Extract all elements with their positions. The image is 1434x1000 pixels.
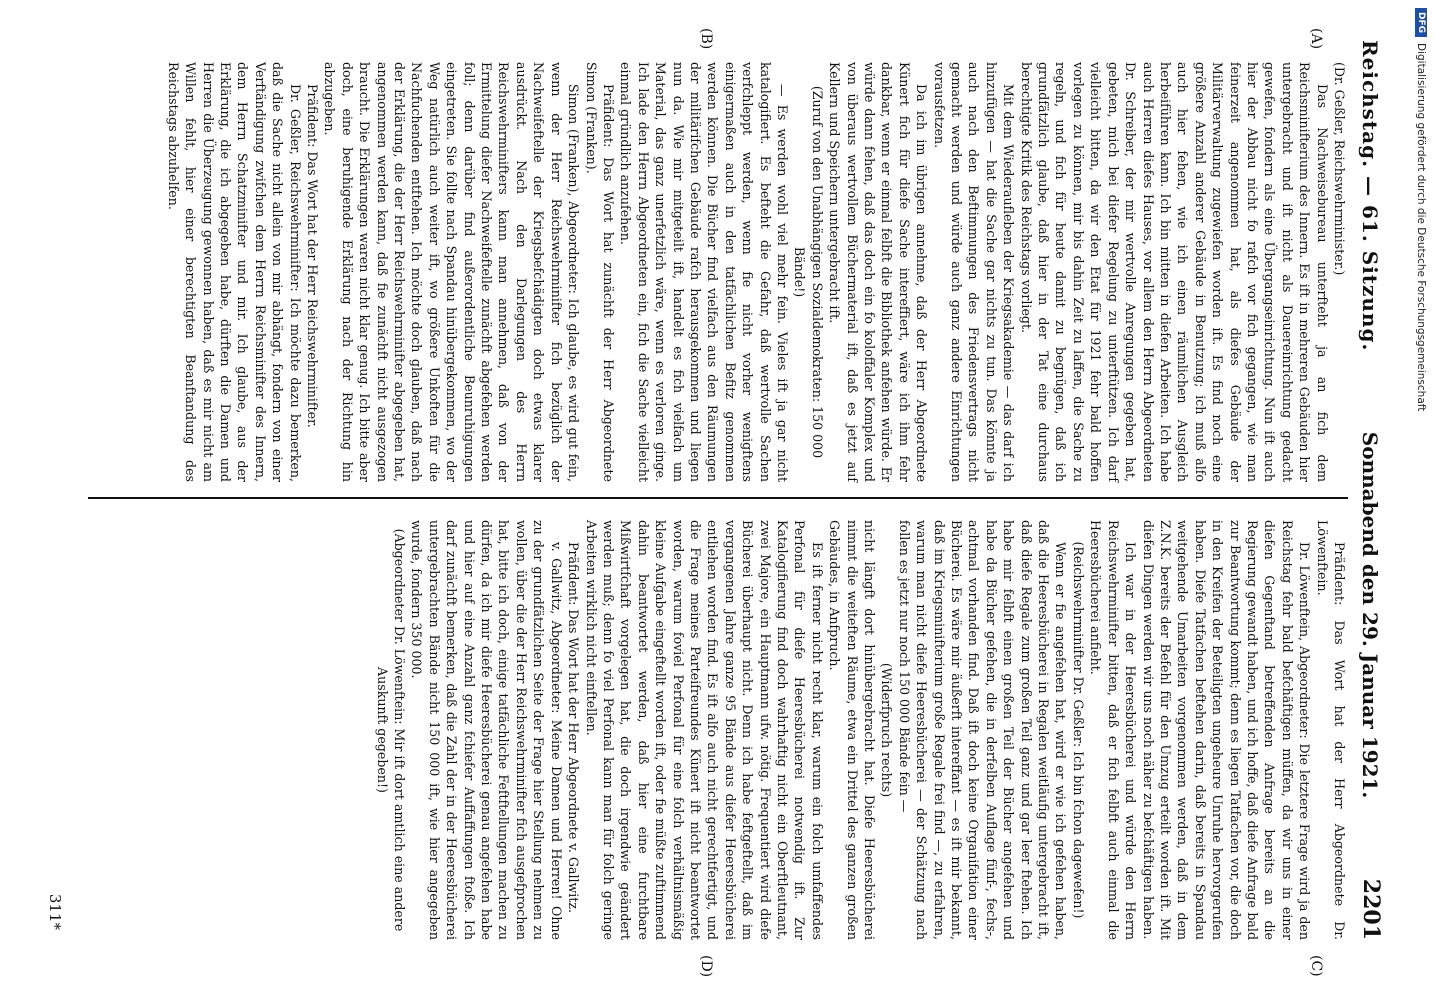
paragraph: (Abgeordneter Dr. Löwenftein: Mir ift dort amtlich eine andere Auskunft gegeben!): [374, 528, 408, 932]
margin-mark-c: (C): [1308, 955, 1324, 977]
header-date: Sonnabend den 29. Januar 1921.: [1358, 431, 1382, 799]
paragraph: Mit dem Wiederaufleben der Kriegsakademie — das darf ich hinzufügen — hat die Sache gar nichts zu tun. Das könnte ja auch nach den Beftimmungen des Friedensvertrags nicht gemacht werden und würde auch ganz andere Einrichtungen vorausfetzen.: [931, 62, 1017, 482]
margin-mark-b: (B): [698, 28, 714, 50]
header-page-number: 2201: [1358, 878, 1384, 940]
paragraph: (Widerfpruch rechts): [879, 662, 895, 798]
paragraph: nicht längft dort hinübergebracht hat. Diefe Heeresbücherei nimmt die weiteften Räume, etwa ein Drittel des ganzen großen Gebäudes, in Anfpruch.: [827, 520, 878, 940]
digitization-credit: [1410, 8, 1432, 568]
paragraph: — Es werden wohl viel mehr fein. Vieles ift ja gar nicht katalogifiert. Es befteht die Gefahr, daß wertvolle Sachen verfchleppt werden, wenn fie nicht vorher wenigftens einigermaßen auch in den tatfächlichen Befitz genommen werden können. Die Bücher find vielfach aus den Räumungen der militärifchen Gebäude rafch herausgekommen und liegen nun da. Wie mir mitgeteilt ift, handelt es fich vielfach um Material, das ganz unerfetzlich wäre, wenn es verloren ginge. Ich lade den Herrn Abgeordneten ein, fich die Sache vielleicht einmal gründlich anzufehen.: [618, 62, 790, 482]
paragraph: (Reichswehrminifter Dr. Geßler: Ich bin fchon dagewefen!): [1070, 541, 1086, 919]
paragraph: Wenn er fie angefehen hat, wird er wie ich gefehen haben, daß die Heeresbücherei in Regalen weitläufig untergebracht ift, daß diefe Regale zum großen Teil ganz und gar leer ftehen. Ich habe mir felbft einen großen Teil der Bücher angefehen und habe da Bücher gefehen, die in derfelben Auflage fünf-, fechs-, achtmal vorhanden find. Daß ift doch keine Organifation einer Bücherei. Es wäre mir äußerft intereffant — es ift mir bekannt, daß im Kriegsminifterium große Regale frei find —, zu erfahren, warum man nicht diefe Heeresbücherei — der Schätzung nach follen es jetzt nur noch 150 000 Bände fein —: [896, 520, 1069, 940]
page-header: [1358, 40, 1388, 940]
credit-text: Digitalisierung gefördert durch die Deutsche Forschungsgemeinschaft: [1415, 43, 1427, 412]
column-divider: [88, 497, 1348, 499]
right-column: [373, 520, 1348, 940]
margin-mark-a: (A): [1308, 28, 1324, 50]
dfg-logo-icon: DFG: [1415, 8, 1427, 37]
paragraph: Dr. Geßler, Reichswehrminifter: Ich möchte dazu bemerken, daß die Sache nicht allein von mir abhängt, fondern von einer Verftändigung zwifchen dem Herrn Reichsminifter des Innern, dem Herrn Schatzminifter und mir. Ich glaube, aus der Erklärung, die ich abgegeben habe, dürften die Damen und Herren die Überzeugung gewonnen haben, daß es mir nicht am Willen fehlt, hier einer berechtigten Beanftandung des Reichstags abzuhelfen.: [165, 62, 303, 482]
header-title: Reichstag. — 61. Sitzung.: [1358, 40, 1382, 352]
paragraph: Da ich im übrigen annehme, daß der Herr Abgeordnete Künert fich für diefe Sache intereffiert, wäre ich ihm fehr dankbar, wenn er einmal felbft die Bibliothek anfehen würde. Er würde dann fehen, daß das doch ein fo koloffaler Komplex und von überaus wertvollem Büchermaterial ift, daß es jetzt auf Kellern und Speichern untergebracht ift.: [827, 62, 930, 482]
paragraph: Simon (Franken), Abgeordneter: Ich glaube, es wird gut fein, wenn der Herr Reichswehrminifter fich bezüglich der Nachweifeftelle der Kriegsbefchädigten doch etwas klarer ausdrückt. Nach den Darlegungen des Herrn Reichswehrminifters kann man annehmen, daß von der Ermittelung diefer Nachweifeftelle zunächft abgefehen werden foll; denn darüber find außerordentliche Beunruhigungen eingetreten. Sie follte nach Spandau hinübergekommen, wo der Weg natürlich auch weiter ift, wo größere Unkoften für die Nachfuchenden entftehen. Ich möchte doch glauben, daß nach der Erklärung, die der Herr Reichswehrminifter abgegeben hat, angenommen werden kann, daß fie zunächft nicht ausgezogen braucht. Die Erklärungen waren nicht klar genug. Ich bitte aber doch, eine beruhigende Erklärung nach der Richtung hin abzugeben.: [322, 62, 582, 482]
paragraph: (Dr. Geßler, Reichswehrminister.): [1332, 62, 1347, 276]
paragraph: Präfident: Das Wort hat der Herr Reichswehrminifter.: [305, 84, 321, 428]
left-column: [164, 62, 1348, 482]
footer-page-number: 311*: [46, 893, 64, 930]
paragraph: Das Nachweisebureau unterfteht ja an fich dem Reichsminifterium des Innern. Es ift in mehreren Gebäuden hier untergebracht und ift nicht als Dauereinrichtung gedacht gewefen, fondern als eine Übergangseinrichtung. Nun ift auch hier der Abbau nicht fo rafch vor fich gegangen, wie man feinerzeit angenommen hat, als diefes Gebäude der Militärverwaltung zugewiefen worden ift. Es find noch eine größere Anzahl anderer Gebäude in Benutzung; ich muß alfo auch hier fehen, wie ich einen räumlichen Ausgleich herbeiführen kann. Ich bin mitten in diefen Arbeiten. Ich habe auch Herren diefes Hauses, vor allem den Herrn Abgeordneten Dr. Schreiber, der mir wertvolle Anregungen gegeben hat, gebeten, mich bei diefer Regelung zu unterftützen. Ich darf vielleicht bitten, da wir den Etat für 1921 fehr bald hoffen vorlegen zu können, mir bis dahin Zeit zu laffen, die Sache zu regeln, und fich für heute damit zu begnügen, daß ich grundfätzlich glaube, daß hier in der Tat eine durchaus berechtigte Kritik des Reichstags vorliegt.: [1018, 62, 1330, 482]
paragraph: Präfident: Das Wort hat der Herr Abgeordnete v. Gallwitz.: [566, 542, 582, 914]
paragraph: v. Gallwitz, Abgeordneter: Meine Damen und Herren! Ohne zu der grundfätzlichen Seite der Frage hier Stellung nehmen zu wollen, über die der Herr Reichswehrminifter fich ausgefprochen hat, bitte ich doch, einige tatfächliche Feftftellungen machen zu dürfen, da ich mir diefe Heeresbücherei genau angefehen habe und hier auf eine Anzahl ganz fchiefer Auffaffungen ftoße. Ich darf zunächft bemerken, daß die Zahl der in der Heeresbücherei untergebrachten Bände nicht 150 000 ift, wie hier angegeben wurde, fondern 350 000.: [409, 520, 564, 940]
paragraph: Präfident: Das Wort hat der Herr Abgeordnete Dr. Löwenftein.: [1314, 520, 1347, 940]
paragraph: Präfident: Das Wort hat zunächft der Herr Abgeordnete Simon (Franken).: [583, 62, 616, 482]
paragraph: (Zuruf von den Unabhängigen Sozialdemokraten: 150 000 Bände!): [792, 85, 825, 459]
paragraph: Es ift ferner nicht recht klar, warum ein folch umfaffendes Perfonal für diefe Heeresbücherei notwendig ift. Zur Katalogifierung find doch wahrhaftig nicht ein Oberftleutnant, zwei Majore, ein Hauptmann ufw. nötig. Frequentiert wird diefe Bücherei überhaupt nicht. Denn ich habe feftgeftellt, daß im vergangenen Jahre ganze 95 Bände aus diefer Heeresbücherei entliehen worden find. Es ift alfo auch nicht gerechtfertigt, und die Frage meines Parteifreundes Künert ift nicht beantwortet worden, warum foviel Perfonal für eine folch verhältnismäßig kleine Aufgabe eingeftellt worden ift, oder fie müßte zuftimmend dahin beantwortet werden, daß hier eine furchtbare Mißwirtfchaft vorgelegen hat, die doch irgendwie geändert werden muß; denn fo viel Perfonal kann man für folch geringe Arbeiten wirklich nicht einftellen.: [583, 520, 825, 940]
margin-mark-d: (D): [698, 955, 714, 978]
paragraph: Dr. Löwenftein, Abgeordneter: Die letztere Frage wird ja den Reichstag fehr bald befchäftigen müffen, da wir uns in einer diefen Gegenftand betreffenden Anfrage bereits an die Regierung gewandt haben, und ich hoffe, daß diefe Anfrage bald zur Beantwortung kommt; denn es liegen Tatfachen vor, die doch in den Kreifen der Beteiligten ungeheure Unruhe hervorgerufen haben. Diefe Tatfachen beftehen darin, daß bereits in Spandau weitgehende Umarbeiten vorgenommen werden, daß in dem Z.N.K. bereits der Befehl für den Umzug erteilt worden ift. Mit diefen Dingen werden wir uns noch näher zu befchäftigen haben.: [1140, 520, 1313, 940]
paragraph: Ich war in der Heeresbücherei und würde den Herrn Reichswehrminifter bitten, daß er fich felbft auch einmal die Heeresbücherei anfieht.: [1088, 520, 1139, 940]
